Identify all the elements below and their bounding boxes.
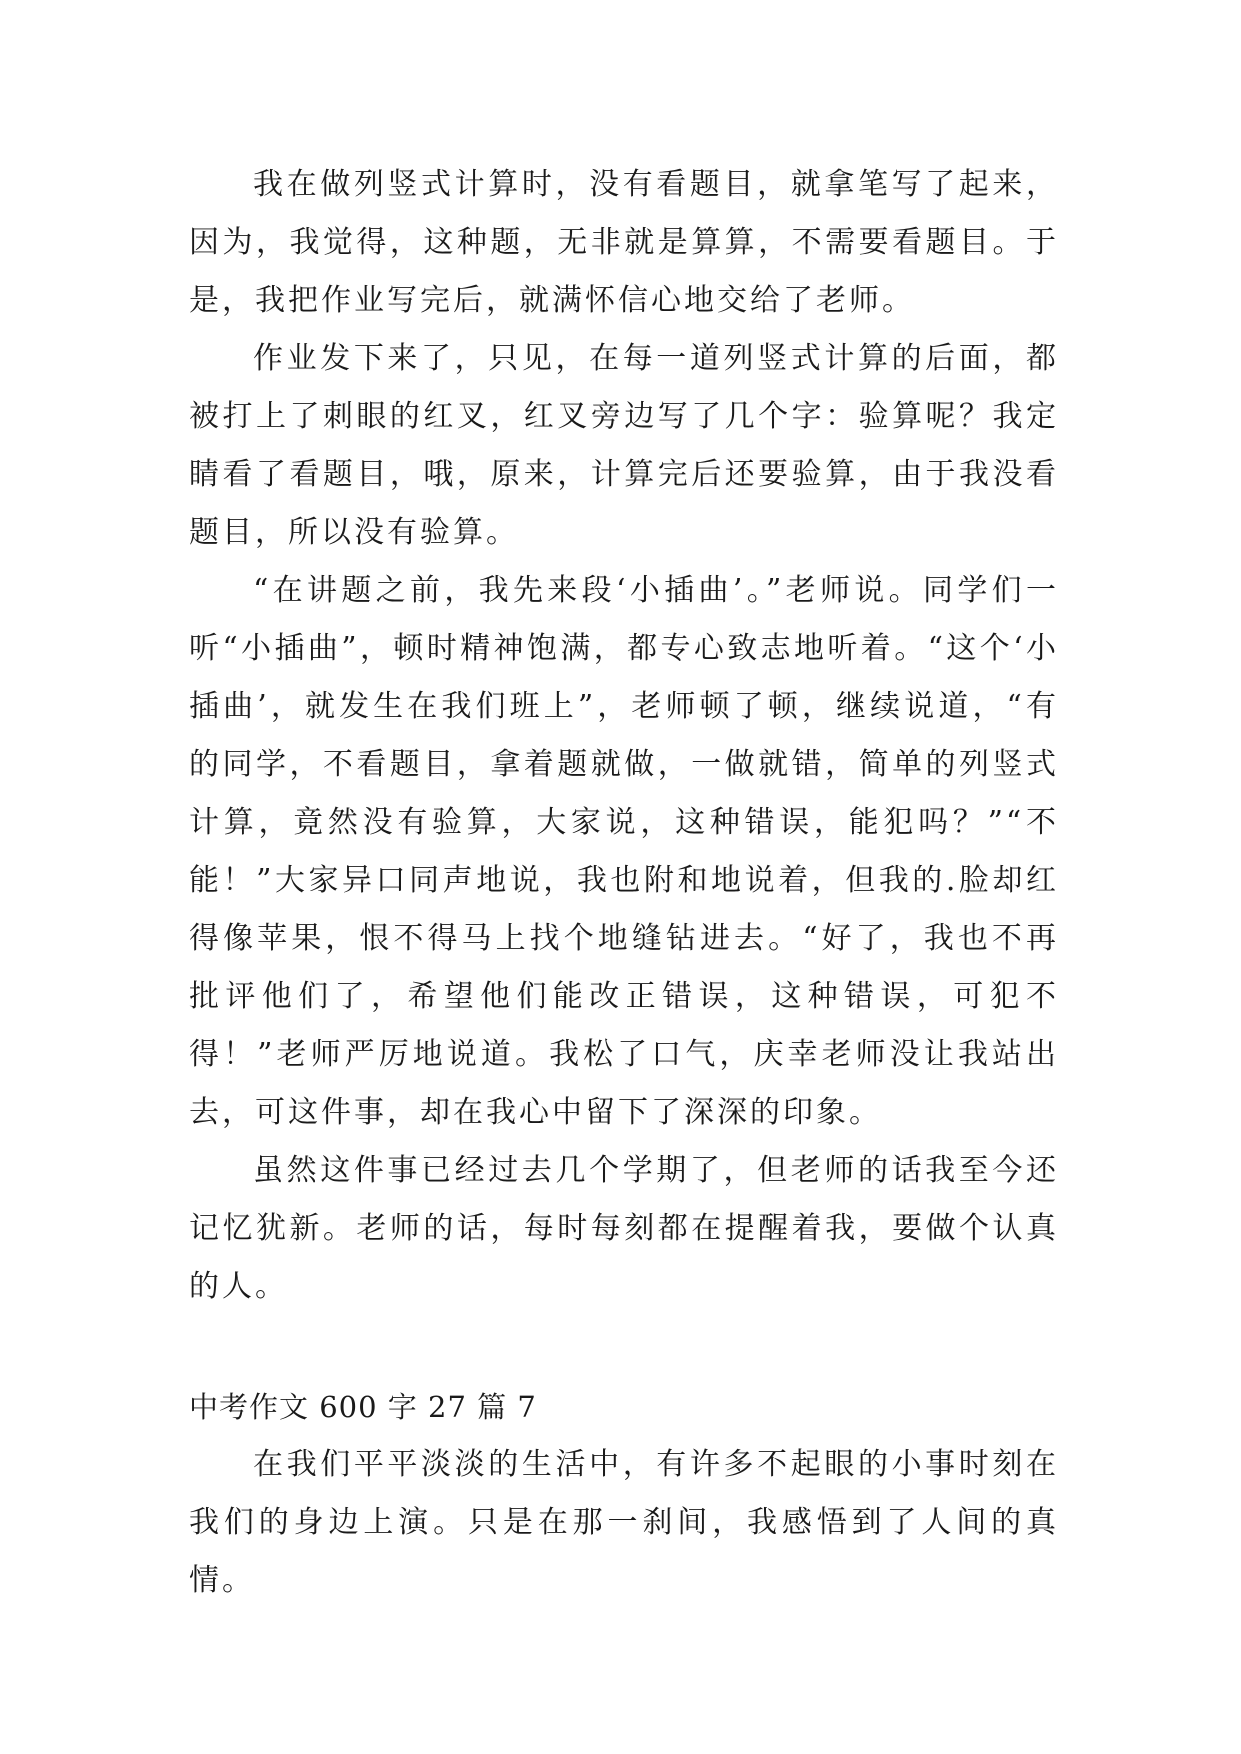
document-body bbox=[189, 156, 1059, 1610]
paragraph-2: 作业发下来了，只见，在每一道列竖式计算的后面，都被打上了刺眼的红叉，红叉旁边写了几个字：验算呢？我定睛看了看题目，哦，原来，计算完后还要验算，由于我没看题目，所以没有验算。 bbox=[189, 341, 1059, 550]
paragraph-5: 在我们平平淡淡的生活中，有许多不起眼的小事时刻在我们的身边上演。只是在那一刹间，我感悟到了人间的真情。 bbox=[189, 1447, 1059, 1598]
section-title: 中考作文 600 字 27 篇 7 bbox=[189, 1390, 537, 1424]
paragraph-1: 我在做列竖式计算时，没有看题目，就拿笔写了起来，因为，我觉得，这种题，无非就是算算，不需要看题目。于是，我把作业写完后，就满怀信心地交给了老师。 bbox=[189, 167, 1059, 318]
paragraph-4: 虽然这件事已经过去几个学期了，但老师的话我至今还记忆犹新。老师的话，每时每刻都在提醒着我，要做个认真的人。 bbox=[189, 1153, 1059, 1304]
paragraph-3: “在讲题之前，我先来段‘小插曲’。”老师说。同学们一听“小插曲”，顿时精神饱满，都专心致志地听着。“这个‘小插曲’，就发生在我们班上”，老师顿了顿，继续说道，“有的同学，不看题目，拿着题就做，一做就错，简单的列竖式计算，竟然没有验算，大家说，这种错误，能犯吗？”“不能！”大家异口同声地说，我也附和地说着，但我的.脸却红得像苹果，恨不得马上找个地缝钻进去。“好了，我也不再批评他们了，希望他们能改正错误，这种错误，可犯不得！”老师严厉地说道。我松了口气，庆幸老师没让我站出去，可这件事，却在我心中留下了深深的印象。 bbox=[189, 573, 1059, 1130]
